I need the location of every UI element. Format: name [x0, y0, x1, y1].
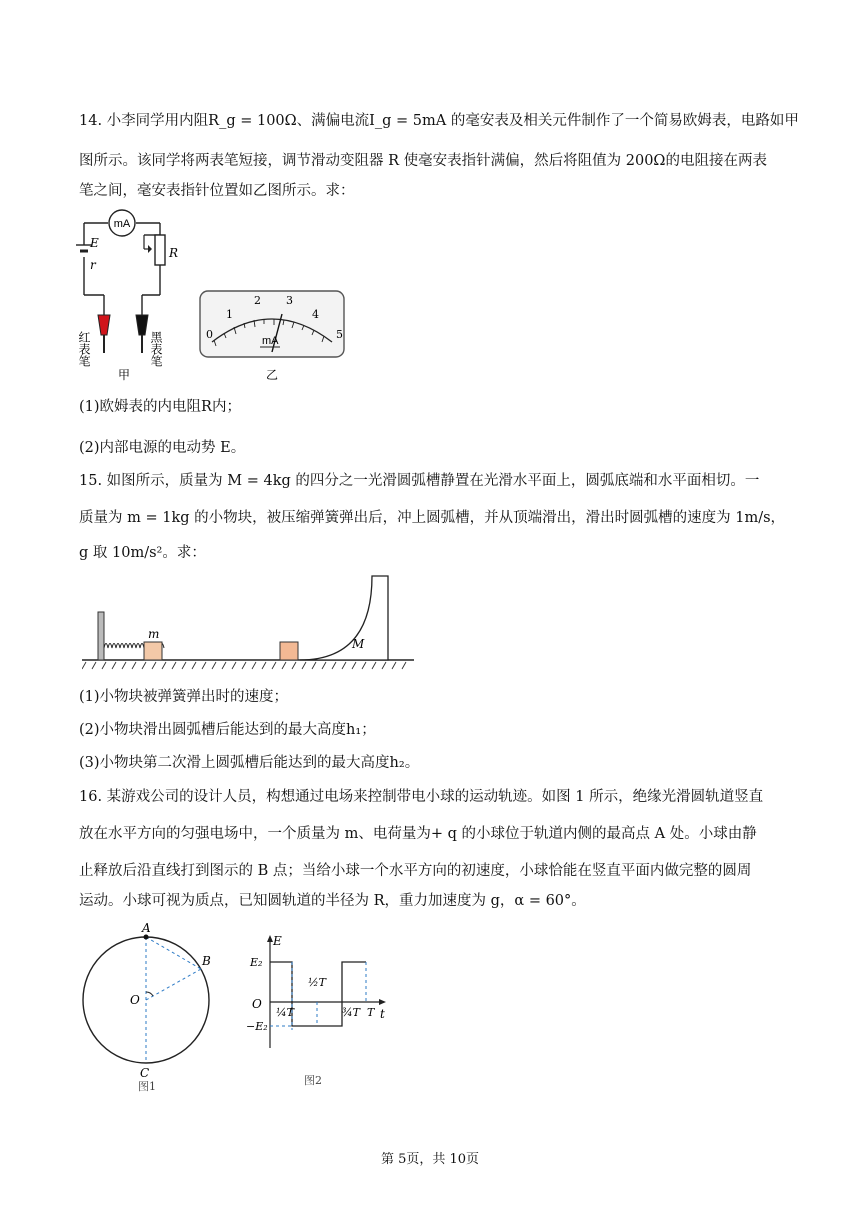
q16-line-3: 止释放后沿直线打到图示的 B 点；当给小球一个水平方向的初速度，小球恰能在竖直平面内做完整的圆周 [79, 863, 752, 879]
figure-2-caption: 图2 [304, 1074, 322, 1087]
q16-line-4: 运动。小球可视为质点，已知圆轨道的半径为 R，重力加速度为 g，α = 60°。 [79, 893, 586, 909]
red-probe [98, 315, 110, 335]
ball-at-A [144, 935, 149, 940]
half-T-label: ½T [308, 976, 326, 989]
center-O-label: O [130, 993, 140, 1007]
quarter-T-label: ¼T [276, 1006, 294, 1019]
tick-4: 4 [312, 308, 319, 321]
q15-line-1: 15. 如图所示，质量为 M = 4kg 的四分之一光滑圆弧槽静置在光滑水平面上，圆弧底端和水平面相切。一 [79, 473, 760, 489]
mass-M-label: M [352, 637, 365, 651]
internal-resistance-label: r [90, 258, 96, 272]
circuit-figure [72, 205, 192, 385]
t-axis-label: t [380, 1007, 385, 1021]
point-A-label: A [142, 921, 151, 935]
rheostat [155, 235, 165, 265]
red-probe-label: 红表笔 [77, 331, 91, 367]
q14-line-2: 图所示。该同学将两表笔短接，调节滑动变阻器 R 使毫安表指针满偏，然后将阻值为 200Ω的电阻接在两表 [79, 153, 767, 169]
arc-trough-figure [82, 572, 416, 672]
T-label: T [367, 1006, 375, 1019]
figure-jia-caption: 甲 [117, 368, 131, 382]
point-C-label: C [140, 1066, 150, 1080]
three-quarter-T-label: ¾T [342, 1006, 360, 1019]
mass-m-label: m [148, 627, 160, 641]
page-footer: 第 5页，共 10页 [380, 1152, 480, 1167]
meter-dial-figure [196, 288, 348, 384]
q16-line-2: 放在水平方向的匀强电场中，一个质量为 m、电荷量为+ q 的小球位于轨道内侧的最高点 A 处。小球由静 [79, 826, 757, 842]
meter-label: mA [113, 218, 131, 230]
circular-track-figure [76, 920, 226, 1092]
wall [98, 612, 104, 660]
block-m-copy [280, 642, 298, 660]
point-B-label: B [202, 954, 211, 968]
figure-yi-caption: 乙 [265, 368, 279, 382]
tick-1: 1 [226, 308, 233, 321]
tick-0: 0 [206, 328, 213, 341]
dial-unit: mA [262, 335, 279, 347]
black-probe-label: 黑表笔 [149, 331, 163, 367]
field-time-graph [246, 930, 396, 1092]
emf-label: E [90, 236, 99, 250]
tick-2: 2 [254, 294, 261, 307]
q14-sub-1: (1)欧姆表的内电阻R内； [79, 399, 241, 415]
q15-line-2: 质量为 m = 1kg 的小物块，被压缩弹簧弹出后，冲上圆弧槽，并从顶端滑出，滑出时圆弧槽的速度为 1m/s， [79, 510, 786, 526]
tick-5: 5 [336, 328, 343, 341]
neg-E2-label: −E₂ [246, 1020, 268, 1033]
q14-line-1: 14. 小李同学用内阻R_g = 100Ω、满偏电流I_g = 5mA 的毫安表及相关元件制作了一个简易欧姆表，电路如甲 [79, 113, 799, 129]
q15-sub-3: (3)小物块第二次滑上圆弧槽后能达到的最大高度h₂。 [79, 755, 420, 771]
q15-sub-2: (2)小物块滑出圆弧槽后能达到的最大高度h₁； [79, 722, 376, 738]
figure-1-caption: 图1 [138, 1080, 156, 1092]
block-m [144, 642, 162, 660]
tick-3: 3 [286, 294, 293, 307]
q16-line-1: 16. 某游戏公司的设计人员，构想通过电场来控制带电小球的运动轨迹。如图 1 所示，绝缘光滑圆轨道竖直 [79, 789, 764, 805]
E2-label: E₂ [250, 956, 263, 969]
rheostat-label: R [169, 246, 179, 260]
q14-sub-2: (2)内部电源的电动势 E。 [79, 440, 246, 456]
black-probe [136, 315, 148, 335]
q15-sub-1: (1)小物块被弹簧弹出时的速度； [79, 689, 289, 705]
q15-line-3: g 取 10m/s²。求： [79, 545, 206, 561]
arc-trough [300, 576, 388, 660]
q14-line-3: 笔之间，毫安表指针位置如乙图所示。求： [79, 183, 355, 199]
E-axis-label: E [273, 934, 282, 948]
origin-label: O [252, 997, 262, 1011]
